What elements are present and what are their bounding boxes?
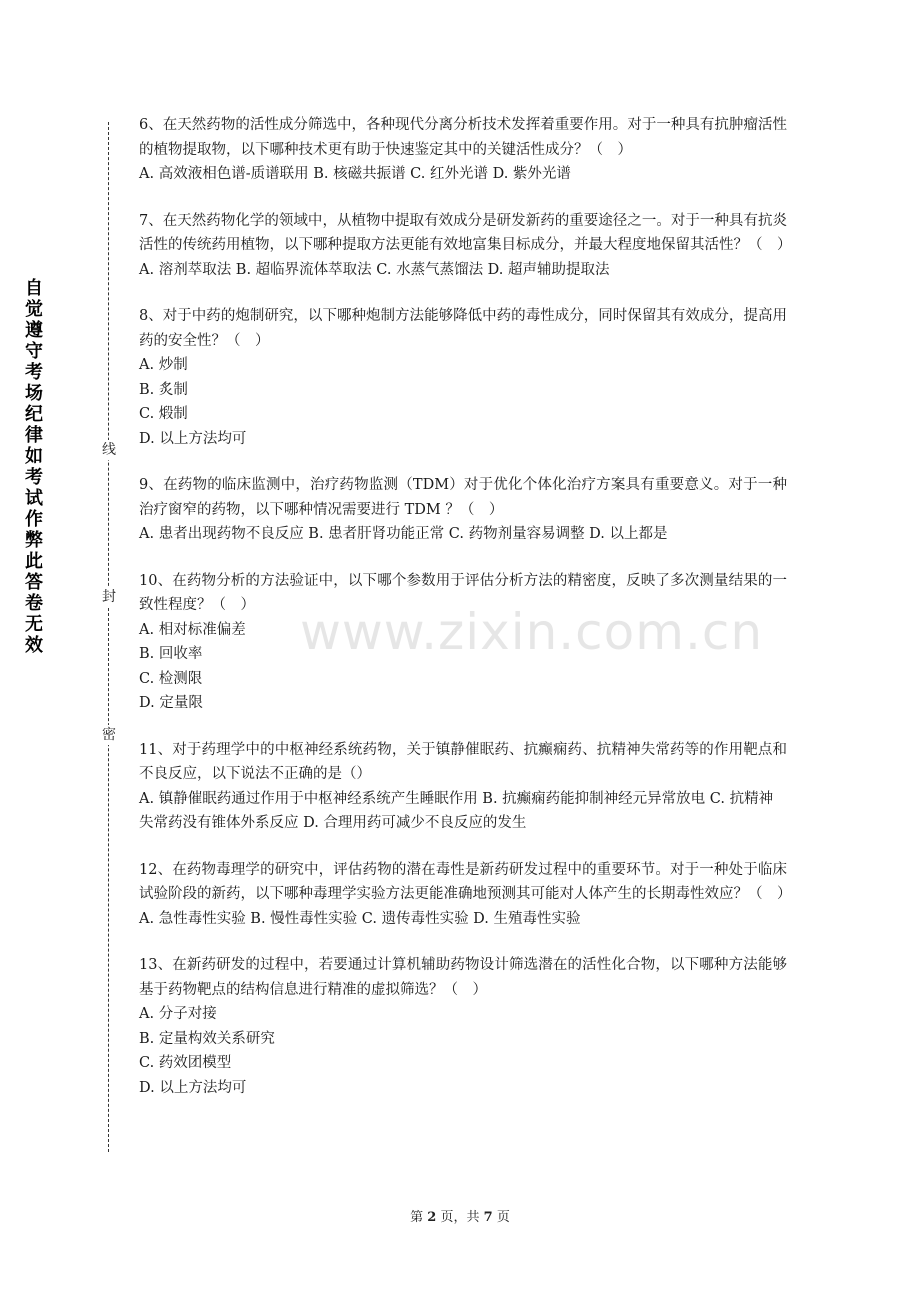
question-9 (139, 473, 787, 547)
question-8 (139, 304, 787, 451)
seal-label-line: 线 (99, 440, 119, 460)
question-stem: 6、在天然药物的活性成分筛选中，各种现代分离分析技术发挥着重要作用。对于一种具有抗肿瘤活性的植物提取物，以下哪种技术更有助于快速鉴定其中的关键活性成分？（ ） (139, 117, 787, 158)
option-c: C. 药效团模型 (139, 1055, 232, 1071)
option-a: A. 分子对接 (139, 1006, 217, 1022)
question-options: A. 镇静催眠药通过作用于中枢神经系统产生睡眠作用 B. 抗癫痫药能抑制神经元异常放电 C. 抗精神失常药没有锥体外系反应 D. 合理用药可减少不良反应的发生 (139, 790, 774, 831)
question-stem: 10、在药物分析的方法验证中，以下哪个参数用于评估分析方法的精密度，反映了多次测量结果的一致性程度？（ ） (139, 572, 787, 613)
question-stem: 9、在药物的临床监测中，治疗药物监测（TDM）对于优化个体化治疗方案具有重要意义。对于一种治疗窗窄的药物，以下哪种情况需要进行 TDM ？（ ） (139, 477, 787, 518)
question-options: A. 患者出现药物不良反应 B. 患者肝肾功能正常 C. 药物剂量容易调整 D. 以上都是 (139, 526, 668, 542)
footer-suffix: 页 (496, 1210, 510, 1225)
question-13 (139, 953, 787, 1100)
question-6 (139, 113, 787, 187)
option-d: D. 以上方法均可 (139, 1079, 247, 1096)
watermark: www.zixin.com.cn (300, 603, 764, 661)
option-a: A. 相对标准偏差 (139, 621, 246, 638)
footer-middle: 页，共 (440, 1210, 480, 1225)
question-list (139, 113, 792, 1122)
page-footer (0, 1206, 920, 1225)
question-stem: 11、对于药理学中的中枢神经系统药物，关于镇静催眠药、抗癫痫药、抗精神失常药等的作用靶点和不良反应，以下说法不正确的是（） (139, 741, 787, 782)
seal-label-secret: 密 (99, 725, 119, 745)
question-stem: 7、在天然药物化学的领域中，从植物中提取有效成分是研发新药的重要途径之一。对于一种具有抗炎活性的传统药用植物，以下哪种提取方法更能有效地富集目标成分，并最大程度地保留其活性？（ ） (139, 212, 792, 253)
exam-discipline-notice: 自觉遵守考场纪律如考试作弊此答卷无效 (25, 278, 43, 656)
seal-label-seal: 封 (99, 587, 119, 607)
option-a: A. 炒制 (139, 357, 188, 373)
question-stem: 13、在新药研发的过程中，若要通过计算机辅助药物设计筛选潜在的活性化合物，以下哪种方法能够基于药物靶点的结构信息进行精准的虚拟筛选？（ ） (139, 957, 787, 998)
option-b: B. 定量构效关系研究 (139, 1030, 275, 1047)
option-c: C. 检测限 (139, 670, 203, 687)
question-options: A. 溶剂萃取法 B. 超临界流体萃取法 C. 水蒸气蒸馏法 D. 超声辅助提取法 (139, 261, 610, 278)
question-10 (139, 569, 787, 716)
question-11 (139, 738, 787, 836)
question-options: A. 高效液相色谱-质谱联用 B. 核磁共振谱 C. 红外光谱 D. 紫外光谱 (139, 166, 571, 182)
option-c: C. 煅制 (139, 406, 188, 422)
footer-total-pages: 7 (483, 1210, 493, 1225)
option-b: B. 回收率 (139, 646, 203, 662)
option-b: B. 炙制 (139, 381, 188, 398)
footer-prefix: 第 (410, 1210, 424, 1225)
question-options: A. 急性毒性实验 B. 慢性毒性实验 C. 遗传毒性实验 D. 生殖毒性实验 (139, 910, 581, 927)
question-stem: 12、在药物毒理学的研究中，评估药物的潜在毒性是新药研发过程中的重要环节。对于一种处于临床试验阶段的新药，以下哪种毒理学实验方法更能准确地预测其可能对人体产生的长期毒性效应？（ ） (139, 861, 792, 902)
option-d: D. 以上方法均可 (139, 430, 247, 447)
seal-dashed-line (108, 122, 109, 1152)
footer-page-number: 2 (427, 1210, 437, 1225)
question-12 (139, 858, 792, 932)
question-7 (139, 209, 792, 283)
option-d: D. 定量限 (139, 695, 203, 711)
question-stem: 8、对于中药的炮制研究，以下哪种炮制方法能够降低中药的毒性成分，同时保留其有效成分，提高用药的安全性？（ ） (139, 308, 787, 349)
